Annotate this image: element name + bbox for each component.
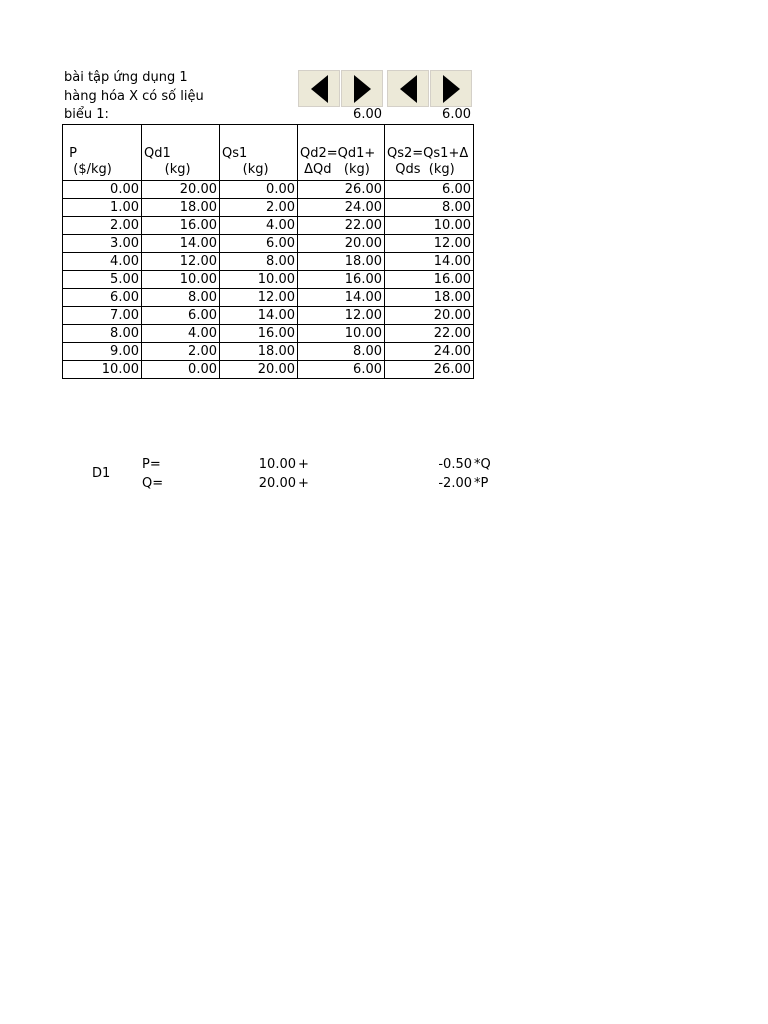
cell[interactable]: 0.00 [220, 181, 298, 199]
cell[interactable]: 9.00 [63, 343, 142, 361]
title-line-3: biểu 1: [64, 107, 109, 122]
cell[interactable]: 8.00 [220, 253, 298, 271]
cell[interactable]: 14.00 [220, 307, 298, 325]
header-qd2: Qd2=Qd1+ ΔQd (kg) [298, 125, 385, 181]
cell[interactable]: 10.00 [220, 271, 298, 289]
spinner-1-increment-button[interactable] [341, 70, 383, 107]
cell[interactable]: 2.00 [142, 343, 220, 361]
cell[interactable]: 14.00 [385, 253, 474, 271]
cell[interactable]: 12.00 [298, 307, 385, 325]
arrow-right-icon [354, 75, 371, 103]
cell[interactable]: 8.00 [63, 325, 142, 343]
eq2-coefficient: -2.00 [438, 476, 472, 491]
spinner-2-decrement-button[interactable] [387, 70, 429, 107]
cell[interactable]: 18.00 [298, 253, 385, 271]
cell[interactable]: 10.00 [63, 361, 142, 379]
spinner-2-increment-button[interactable] [430, 70, 472, 107]
cell[interactable]: 16.00 [385, 271, 474, 289]
cell[interactable]: 12.00 [220, 289, 298, 307]
eq1-lhs: P= [142, 457, 161, 472]
cell[interactable]: 6.00 [385, 181, 474, 199]
cell[interactable]: 2.00 [63, 217, 142, 235]
arrow-left-icon [311, 75, 328, 103]
cell[interactable]: 7.00 [63, 307, 142, 325]
cell[interactable]: 18.00 [220, 343, 298, 361]
cell[interactable]: 22.00 [298, 217, 385, 235]
header-p: P ($/kg) [63, 125, 142, 181]
table-row [63, 235, 474, 253]
cell[interactable]: 24.00 [298, 199, 385, 217]
cell[interactable]: 14.00 [142, 235, 220, 253]
eq1-constant: 10.00 [258, 457, 296, 472]
cell[interactable]: 8.00 [298, 343, 385, 361]
cell[interactable]: 24.00 [385, 343, 474, 361]
eq1-coefficient: -0.50 [438, 457, 472, 472]
table-row [63, 325, 474, 343]
spinner-1-value: 6.00 [353, 107, 382, 122]
cell[interactable]: 0.00 [63, 181, 142, 199]
cell[interactable]: 4.00 [63, 253, 142, 271]
header-qs1: Qs1 (kg) [220, 125, 298, 181]
spinner-1-decrement-button[interactable] [298, 70, 340, 107]
cell[interactable]: 12.00 [385, 235, 474, 253]
cell[interactable]: 10.00 [385, 217, 474, 235]
table-row [63, 361, 474, 379]
table-row [63, 307, 474, 325]
cell[interactable]: 6.00 [298, 361, 385, 379]
table-row [63, 199, 474, 217]
cell[interactable]: 1.00 [63, 199, 142, 217]
cell[interactable]: 16.00 [298, 271, 385, 289]
eq1-plus: + [298, 457, 309, 472]
table-row [63, 181, 474, 199]
eq2-constant: 20.00 [258, 476, 296, 491]
title-line-2: hàng hóa X có số liệu [64, 89, 204, 104]
table-row [63, 343, 474, 361]
arrow-right-icon [443, 75, 460, 103]
cell[interactable]: 8.00 [385, 199, 474, 217]
cell[interactable]: 4.00 [220, 217, 298, 235]
cell[interactable]: 6.00 [220, 235, 298, 253]
cell[interactable]: 12.00 [142, 253, 220, 271]
cell[interactable]: 20.00 [220, 361, 298, 379]
table-header-row [63, 125, 474, 181]
cell[interactable]: 14.00 [298, 289, 385, 307]
cell[interactable]: 20.00 [142, 181, 220, 199]
data-table [62, 124, 474, 379]
cell[interactable]: 6.00 [63, 289, 142, 307]
header-qs2: Qs2=Qs1+Δ Qds (kg) [385, 125, 474, 181]
cell[interactable]: 10.00 [142, 271, 220, 289]
cell[interactable]: 16.00 [220, 325, 298, 343]
eq2-variable: *P [474, 476, 489, 491]
cell[interactable]: 6.00 [142, 307, 220, 325]
cell[interactable]: 26.00 [385, 361, 474, 379]
cell[interactable]: 4.00 [142, 325, 220, 343]
cell[interactable]: 18.00 [385, 289, 474, 307]
cell[interactable]: 10.00 [298, 325, 385, 343]
eq1-variable: *Q [474, 457, 491, 472]
eq2-lhs: Q= [142, 476, 164, 491]
cell[interactable]: 8.00 [142, 289, 220, 307]
title-line-1: bài tập ứng dụng 1 [64, 70, 188, 85]
cell[interactable]: 0.00 [142, 361, 220, 379]
table-row [63, 289, 474, 307]
cell[interactable]: 18.00 [142, 199, 220, 217]
cell[interactable]: 26.00 [298, 181, 385, 199]
arrow-left-icon [400, 75, 417, 103]
cell[interactable]: 20.00 [298, 235, 385, 253]
table-row [63, 253, 474, 271]
cell[interactable]: 3.00 [63, 235, 142, 253]
demand-label: D1 [92, 466, 111, 481]
cell[interactable]: 5.00 [63, 271, 142, 289]
spinner-2-value: 6.00 [442, 107, 471, 122]
eq2-plus: + [298, 476, 309, 491]
cell[interactable]: 2.00 [220, 199, 298, 217]
cell[interactable]: 22.00 [385, 325, 474, 343]
cell[interactable]: 20.00 [385, 307, 474, 325]
cell[interactable]: 16.00 [142, 217, 220, 235]
table-row [63, 217, 474, 235]
table-row [63, 271, 474, 289]
header-qd1: Qd1 (kg) [142, 125, 220, 181]
